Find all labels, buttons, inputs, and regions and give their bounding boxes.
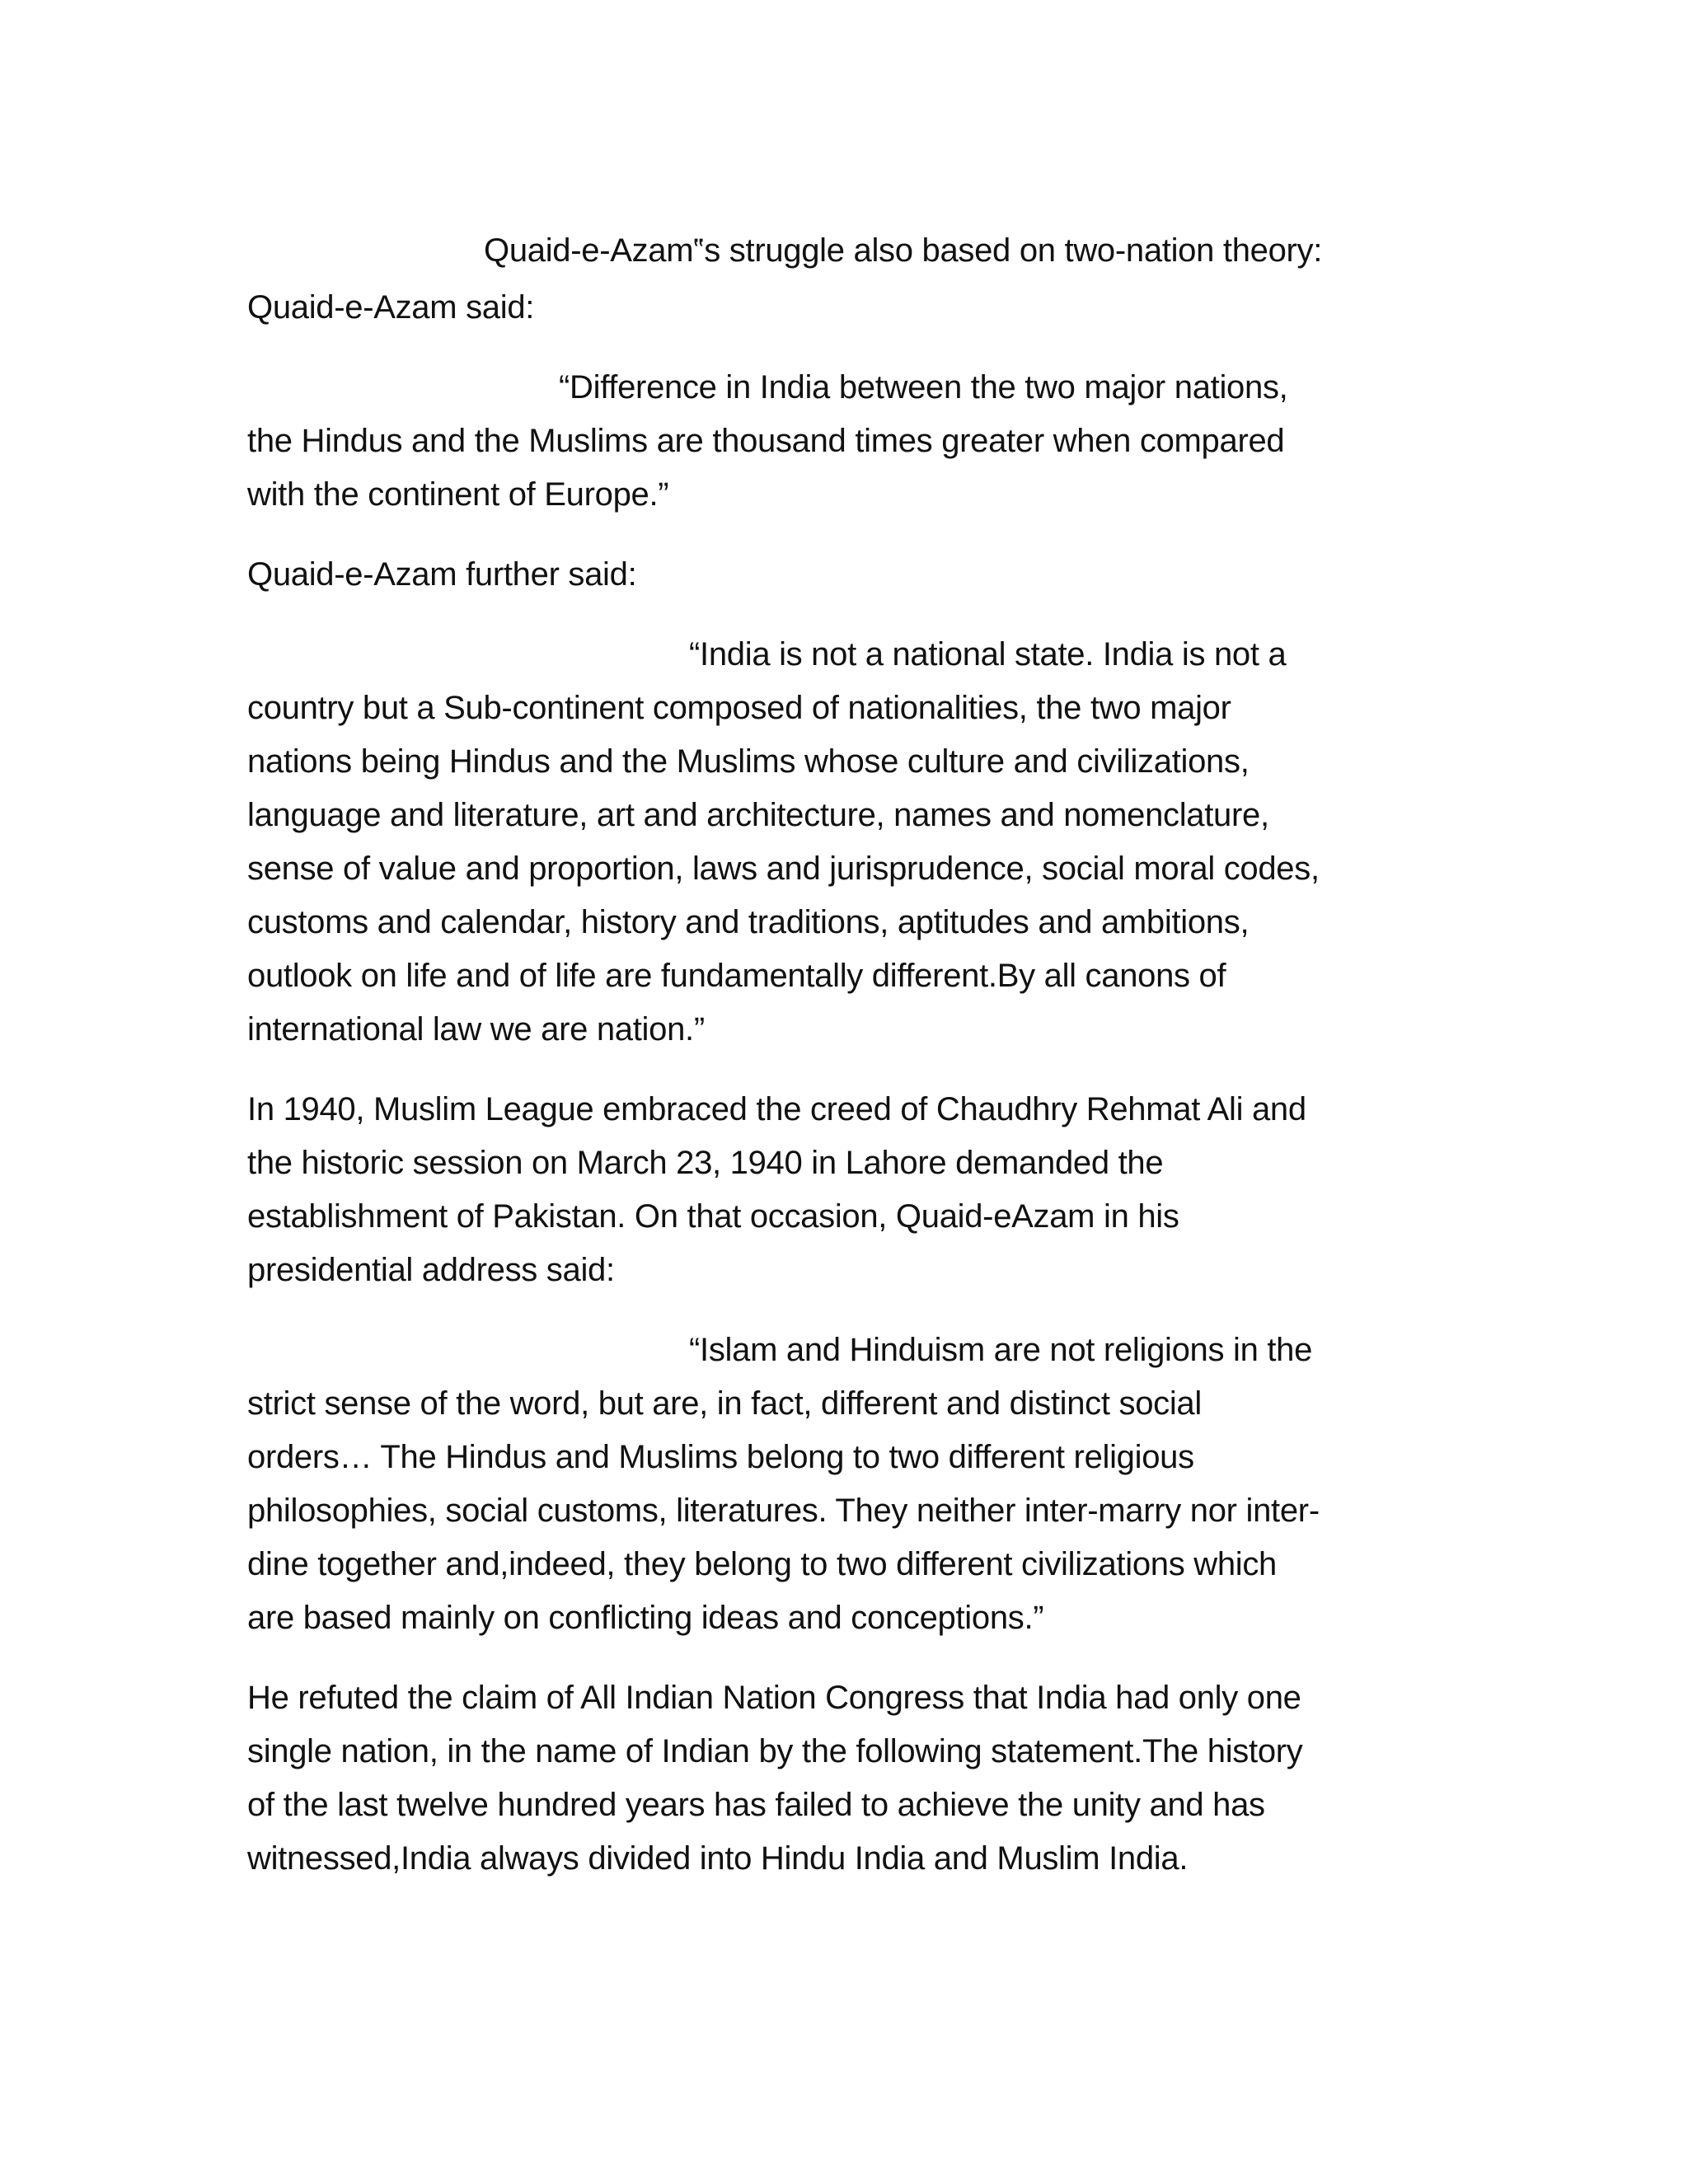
body-line: of the last twelve hundred years has failed to achieve the unity and has [247,1787,1265,1823]
quote-line: “India is not a national state. India is not a [689,636,1287,673]
quote-line: strict sense of the word, but are, in fact, different and distinct social [247,1385,1202,1422]
paragraph-1940 [247,1083,1438,1297]
intro-paragraph-2 [247,548,1438,602]
quote-line: with the continent of Europe.” [247,476,669,513]
quote-line: international law we are nation.” [247,1011,705,1047]
closing-paragraph [247,1671,1438,1886]
quote-line: “Difference in India between the two major nations, [559,369,1288,405]
quote-line: orders… The Hindus and Muslims belong to two different religious [247,1439,1194,1475]
quote-paragraph-2 [247,628,1438,1057]
quote-line: customs and calendar, history and traditions, aptitudes and ambitions, [247,904,1250,940]
intro-text: Quaid-e-Azam said: [247,289,535,326]
quote-line: the Hindus and the Muslims are thousand times greater when compared [247,423,1285,459]
quote-paragraph-3 [247,1324,1438,1645]
body-line: witnessed,India always divided into Hindu India and Muslim India. [247,1840,1189,1877]
section-heading-text: Quaid-e-Azam‟s struggle also based on two-nation theory: [484,232,1323,269]
quote-line: language and literature, art and architecture, names and nomenclature, [247,797,1269,833]
body-line: single nation, in the name of Indian by the following statement.The history [247,1733,1303,1769]
quote-paragraph-1 [247,361,1438,522]
body-line: In 1940, Muslim League embraced the creed of Chaudhry Rehmat Ali and [247,1091,1306,1127]
body-line: He refuted the claim of All Indian Nation Congress that India had only one [247,1680,1301,1716]
quote-line: sense of value and proportion, laws and jurisprudence, social moral codes, [247,851,1320,887]
quote-line: nations being Hindus and the Muslims whose culture and civilizations, [247,743,1250,780]
body-line: the historic session on March 23, 1940 in Lahore demanded the [247,1145,1164,1181]
intro-paragraph-1 [247,281,1438,335]
quote-line: philosophies, social customs, literatures. They neither inter-marry nor inter- [247,1493,1320,1529]
quote-line: outlook on life and of life are fundamentally different.By all canons of [247,958,1226,994]
quote-line: are based mainly on conflicting ideas and conceptions.” [247,1600,1044,1636]
body-line: presidential address said: [247,1252,615,1288]
body-line: establishment of Pakistan. On that occasion, Quaid-eAzam in his [247,1198,1179,1235]
quote-line: “Islam and Hinduism are not religions in the [689,1332,1313,1368]
document-body [247,224,1438,1912]
intro-text: Quaid-e-Azam further said: [247,556,637,593]
quote-line: country but a Sub-continent composed of nationalities, the two major [247,690,1231,726]
quote-line: dine together and,indeed, they belong to two different civilizations which [247,1546,1277,1582]
section-heading [247,224,1438,278]
